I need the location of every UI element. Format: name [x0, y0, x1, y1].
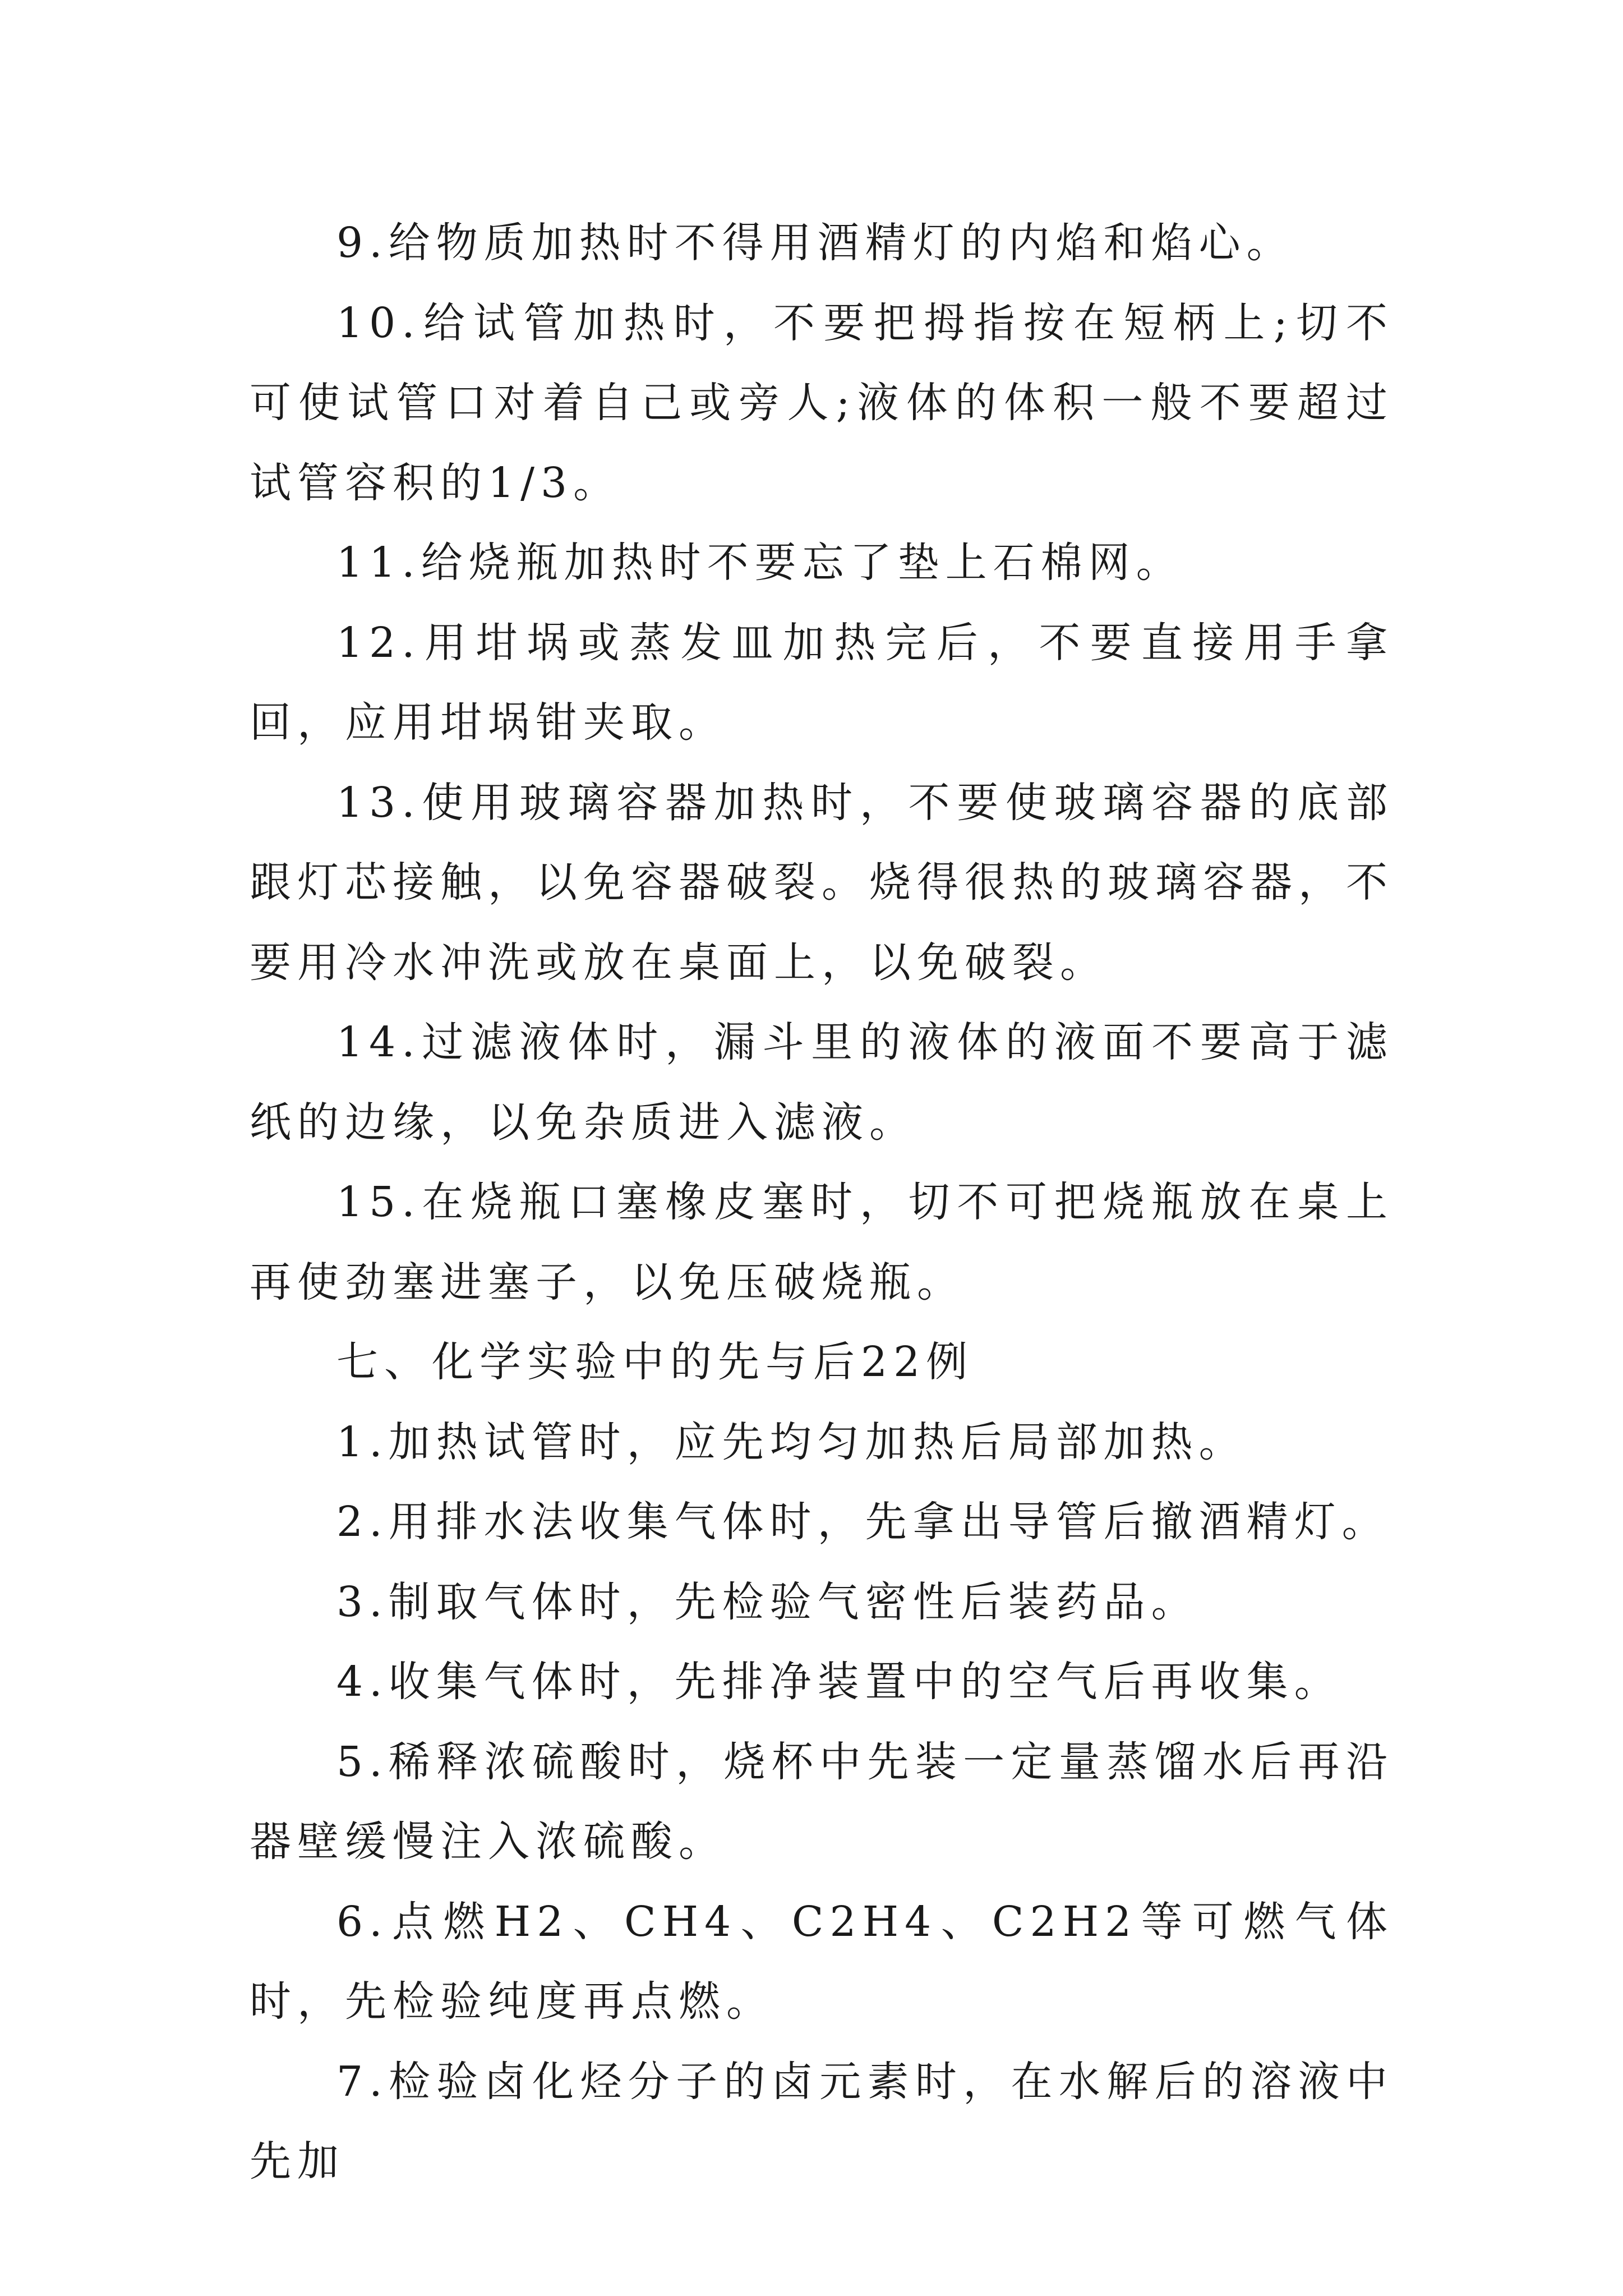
- list-item-3: 3.制取气体时，先检验气密性后装药品。: [336, 1577, 1199, 1626]
- list-item-7: 7.检验卤化烃分子的卤元素时，在水解后的溶液中先加: [250, 2057, 1394, 2185]
- list-item-6: 6.点燃H2、CH4、C2H4、C2H2等可燃气体时，先检验纯度再点燃。: [250, 1897, 1394, 2026]
- paragraph-item-14: 14.过滤液体时，漏斗里的液体的液面不要高于滤纸的边缘，以免杂质进入滤液。: [250, 1018, 1394, 1147]
- paragraph-item-9: 9.给物质加热时不得用酒精灯的内焰和焰心。: [336, 219, 1294, 267]
- list-item-1: 1.加热试管时，应先均匀加热后局部加热。: [336, 1418, 1247, 1466]
- list-item-2: 2.用排水法收集气体时，先拿出导管后撤酒精灯。: [336, 1498, 1390, 1546]
- list-item-4: 4.收集气体时，先排净装置中的空气后再收集。: [336, 1658, 1342, 1706]
- paragraph-item-15: 15.在烧瓶口塞橡皮塞时，切不可把烧瓶放在桌上再使劲塞进塞子，以免压破烧瓶。: [250, 1178, 1394, 1306]
- paragraph-item-13: 13.使用玻璃容器加热时，不要使玻璃容器的底部跟灯芯接触，以免容器破裂。烧得很热的玻璃容器，不要用冷水冲洗或放在桌面上，以免破裂。: [250, 778, 1394, 987]
- section-heading: 七、化学实验中的先与后22例: [336, 1338, 974, 1386]
- paragraph-item-10: 10.给试管加热时，不要把拇指按在短柄上;切不可使试管口对着自己或旁人;液体的体积一般不要超过试管容积的1/3。: [250, 298, 1394, 507]
- list-item-5: 5.稀释浓硫酸时，烧杯中先装一定量蒸馏水后再沿器壁缓慢注入浓硫酸。: [250, 1737, 1394, 1866]
- document-body: [250, 203, 1394, 2202]
- paragraph-item-12: 12.用坩埚或蒸发皿加热完后，不要直接用手拿回，应用坩埚钳夹取。: [250, 618, 1394, 747]
- paragraph-item-11: 11.给烧瓶加热时不要忘了垫上石棉网。: [336, 539, 1184, 587]
